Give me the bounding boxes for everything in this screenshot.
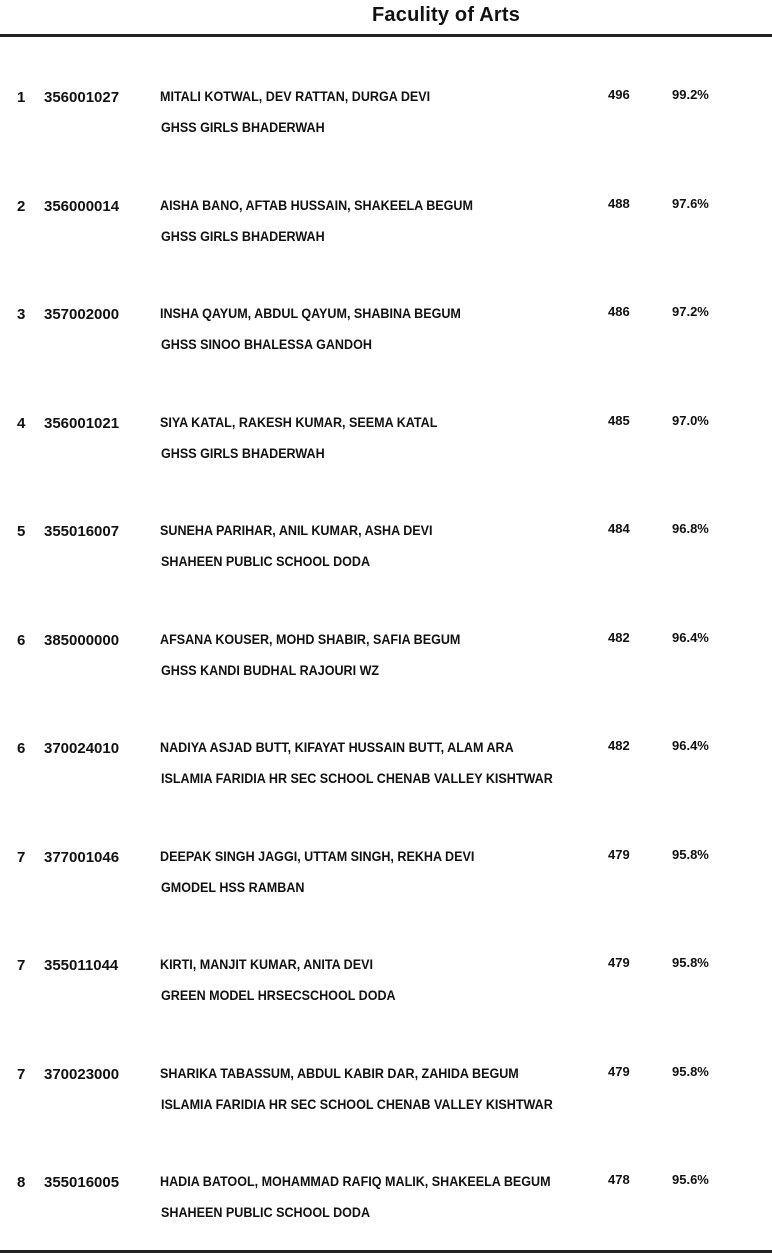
- percentage: 97.2%: [672, 304, 709, 319]
- rank-cell: 4: [17, 414, 26, 432]
- marks-obtained: 479: [608, 955, 630, 970]
- school-name: GMODEL HSS RAMBAN: [161, 879, 305, 895]
- percentage: 99.2%: [672, 87, 709, 102]
- list-item: [0, 1063, 772, 1126]
- list-item: [0, 846, 772, 909]
- percentage: 95.6%: [672, 1172, 709, 1187]
- roll-number: 355011044: [44, 957, 119, 974]
- roll-number: 356000014: [44, 197, 120, 215]
- marks-obtained: 478: [608, 1172, 630, 1187]
- school-name: ISLAMIA FARIDIA HR SEC SCHOOL CHENAB VALLEY KISHTWAR: [161, 1096, 553, 1112]
- list-item: [0, 195, 772, 258]
- marks-obtained: 484: [608, 521, 630, 536]
- roll-number: 357002000: [44, 306, 120, 323]
- page-title: Faculity of Arts: [372, 4, 521, 26]
- percentage: 95.8%: [672, 955, 709, 970]
- roll-number: 385000000: [44, 631, 120, 649]
- student-parents-names: DEEPAK SINGH JAGGI, UTTAM SINGH, REKHA DEVI: [160, 848, 475, 864]
- roll-number: 355016007: [44, 523, 120, 540]
- school-name: GHSS KANDI BUDHAL RAJOURI WZ: [161, 662, 380, 678]
- rank-cell: 3: [17, 306, 26, 323]
- student-parents-names: MITALI KOTWAL, DEV RATTAN, DURGA DEVI: [160, 89, 431, 104]
- percentage: 96.4%: [672, 738, 709, 753]
- roll-number: 355016005: [44, 1174, 120, 1191]
- rank-cell: 6: [17, 740, 26, 757]
- student-parents-names: SHARIKA TABASSUM, ABDUL KABIR DAR, ZAHIDA BEGUM: [160, 1065, 519, 1081]
- list-item: [0, 740, 772, 800]
- bottom-divider: [0, 1250, 772, 1253]
- roll-number: 356001027: [44, 89, 120, 106]
- student-parents-names: HADIA BATOOL, MOHAMMAD RAFIQ MALIK, SHAKEELA BEGUM: [160, 1174, 551, 1189]
- school-name: SHAHEEN PUBLIC SCHOOL DODA: [161, 1205, 371, 1220]
- student-parents-names: NADIYA ASJAD BUTT, KIFAYAT HUSSAIN BUTT, ALAM ARA: [160, 740, 514, 755]
- student-parents-names: AISHA BANO, AFTAB HUSSAIN, SHAKEELA BEGUM: [160, 197, 473, 213]
- student-parents-names: AFSANA KOUSER, MOHD SHABIR, SAFIA BEGUM: [160, 631, 461, 647]
- rank-cell: 6: [17, 631, 26, 649]
- list-item: [0, 523, 772, 583]
- roll-number: 370023000: [44, 1065, 120, 1083]
- student-parents-names: SUNEHA PARIHAR, ANIL KUMAR, ASHA DEVI: [160, 523, 433, 538]
- top-divider: [0, 34, 772, 37]
- percentage: 97.6%: [672, 195, 709, 211]
- school-name: GHSS SINOO BHALESSA GANDOH: [161, 337, 372, 352]
- rank-cell: 2: [17, 197, 26, 215]
- rank-cell: 5: [17, 523, 26, 540]
- percentage: 95.8%: [672, 1063, 709, 1079]
- marks-obtained: 488: [608, 195, 630, 211]
- marks-obtained: 479: [608, 1063, 630, 1079]
- roll-number: 356001021: [44, 414, 120, 432]
- rank-cell: 8: [17, 1174, 26, 1191]
- list-item: [0, 306, 772, 366]
- school-name: GREEN MODEL HRSECSCHOOL DODA: [161, 988, 396, 1003]
- roll-number: 377001046: [44, 848, 120, 866]
- school-name: ISLAMIA FARIDIA HR SEC SCHOOL CHENAB VALLEY KISHTWAR: [161, 771, 553, 786]
- rank-cell: 7: [17, 957, 26, 974]
- student-parents-names: INSHA QAYUM, ABDUL QAYUM, SHABINA BEGUM: [160, 306, 461, 321]
- marks-obtained: 496: [608, 87, 630, 102]
- student-parents-names: KIRTI, MANJIT KUMAR, ANITA DEVI: [160, 957, 373, 972]
- marks-obtained: 485: [608, 412, 630, 428]
- list-item: [0, 412, 772, 475]
- roll-number: 370024010: [44, 740, 120, 757]
- marks-obtained: 482: [608, 738, 630, 753]
- list-item: [0, 89, 772, 149]
- student-parents-names: SIYA KATAL, RAKESH KUMAR, SEEMA KATAL: [160, 414, 438, 430]
- school-name: SHAHEEN PUBLIC SCHOOL DODA: [161, 554, 371, 569]
- list-item: [0, 957, 772, 1017]
- rank-cell: 7: [17, 1065, 26, 1083]
- rank-cell: 7: [17, 848, 26, 866]
- percentage: 96.8%: [672, 521, 709, 536]
- marks-obtained: 479: [608, 846, 630, 862]
- marks-obtained: 482: [608, 629, 630, 645]
- school-name: GHSS GIRLS BHADERWAH: [161, 120, 325, 135]
- list-item: [0, 629, 772, 692]
- rank-cell: 1: [17, 89, 26, 106]
- list-item: [0, 1174, 772, 1234]
- school-name: GHSS GIRLS BHADERWAH: [161, 445, 325, 461]
- percentage: 97.0%: [672, 412, 709, 428]
- percentage: 96.4%: [672, 629, 709, 645]
- school-name: GHSS GIRLS BHADERWAH: [161, 228, 325, 244]
- percentage: 95.8%: [672, 846, 709, 862]
- marks-obtained: 486: [608, 304, 630, 319]
